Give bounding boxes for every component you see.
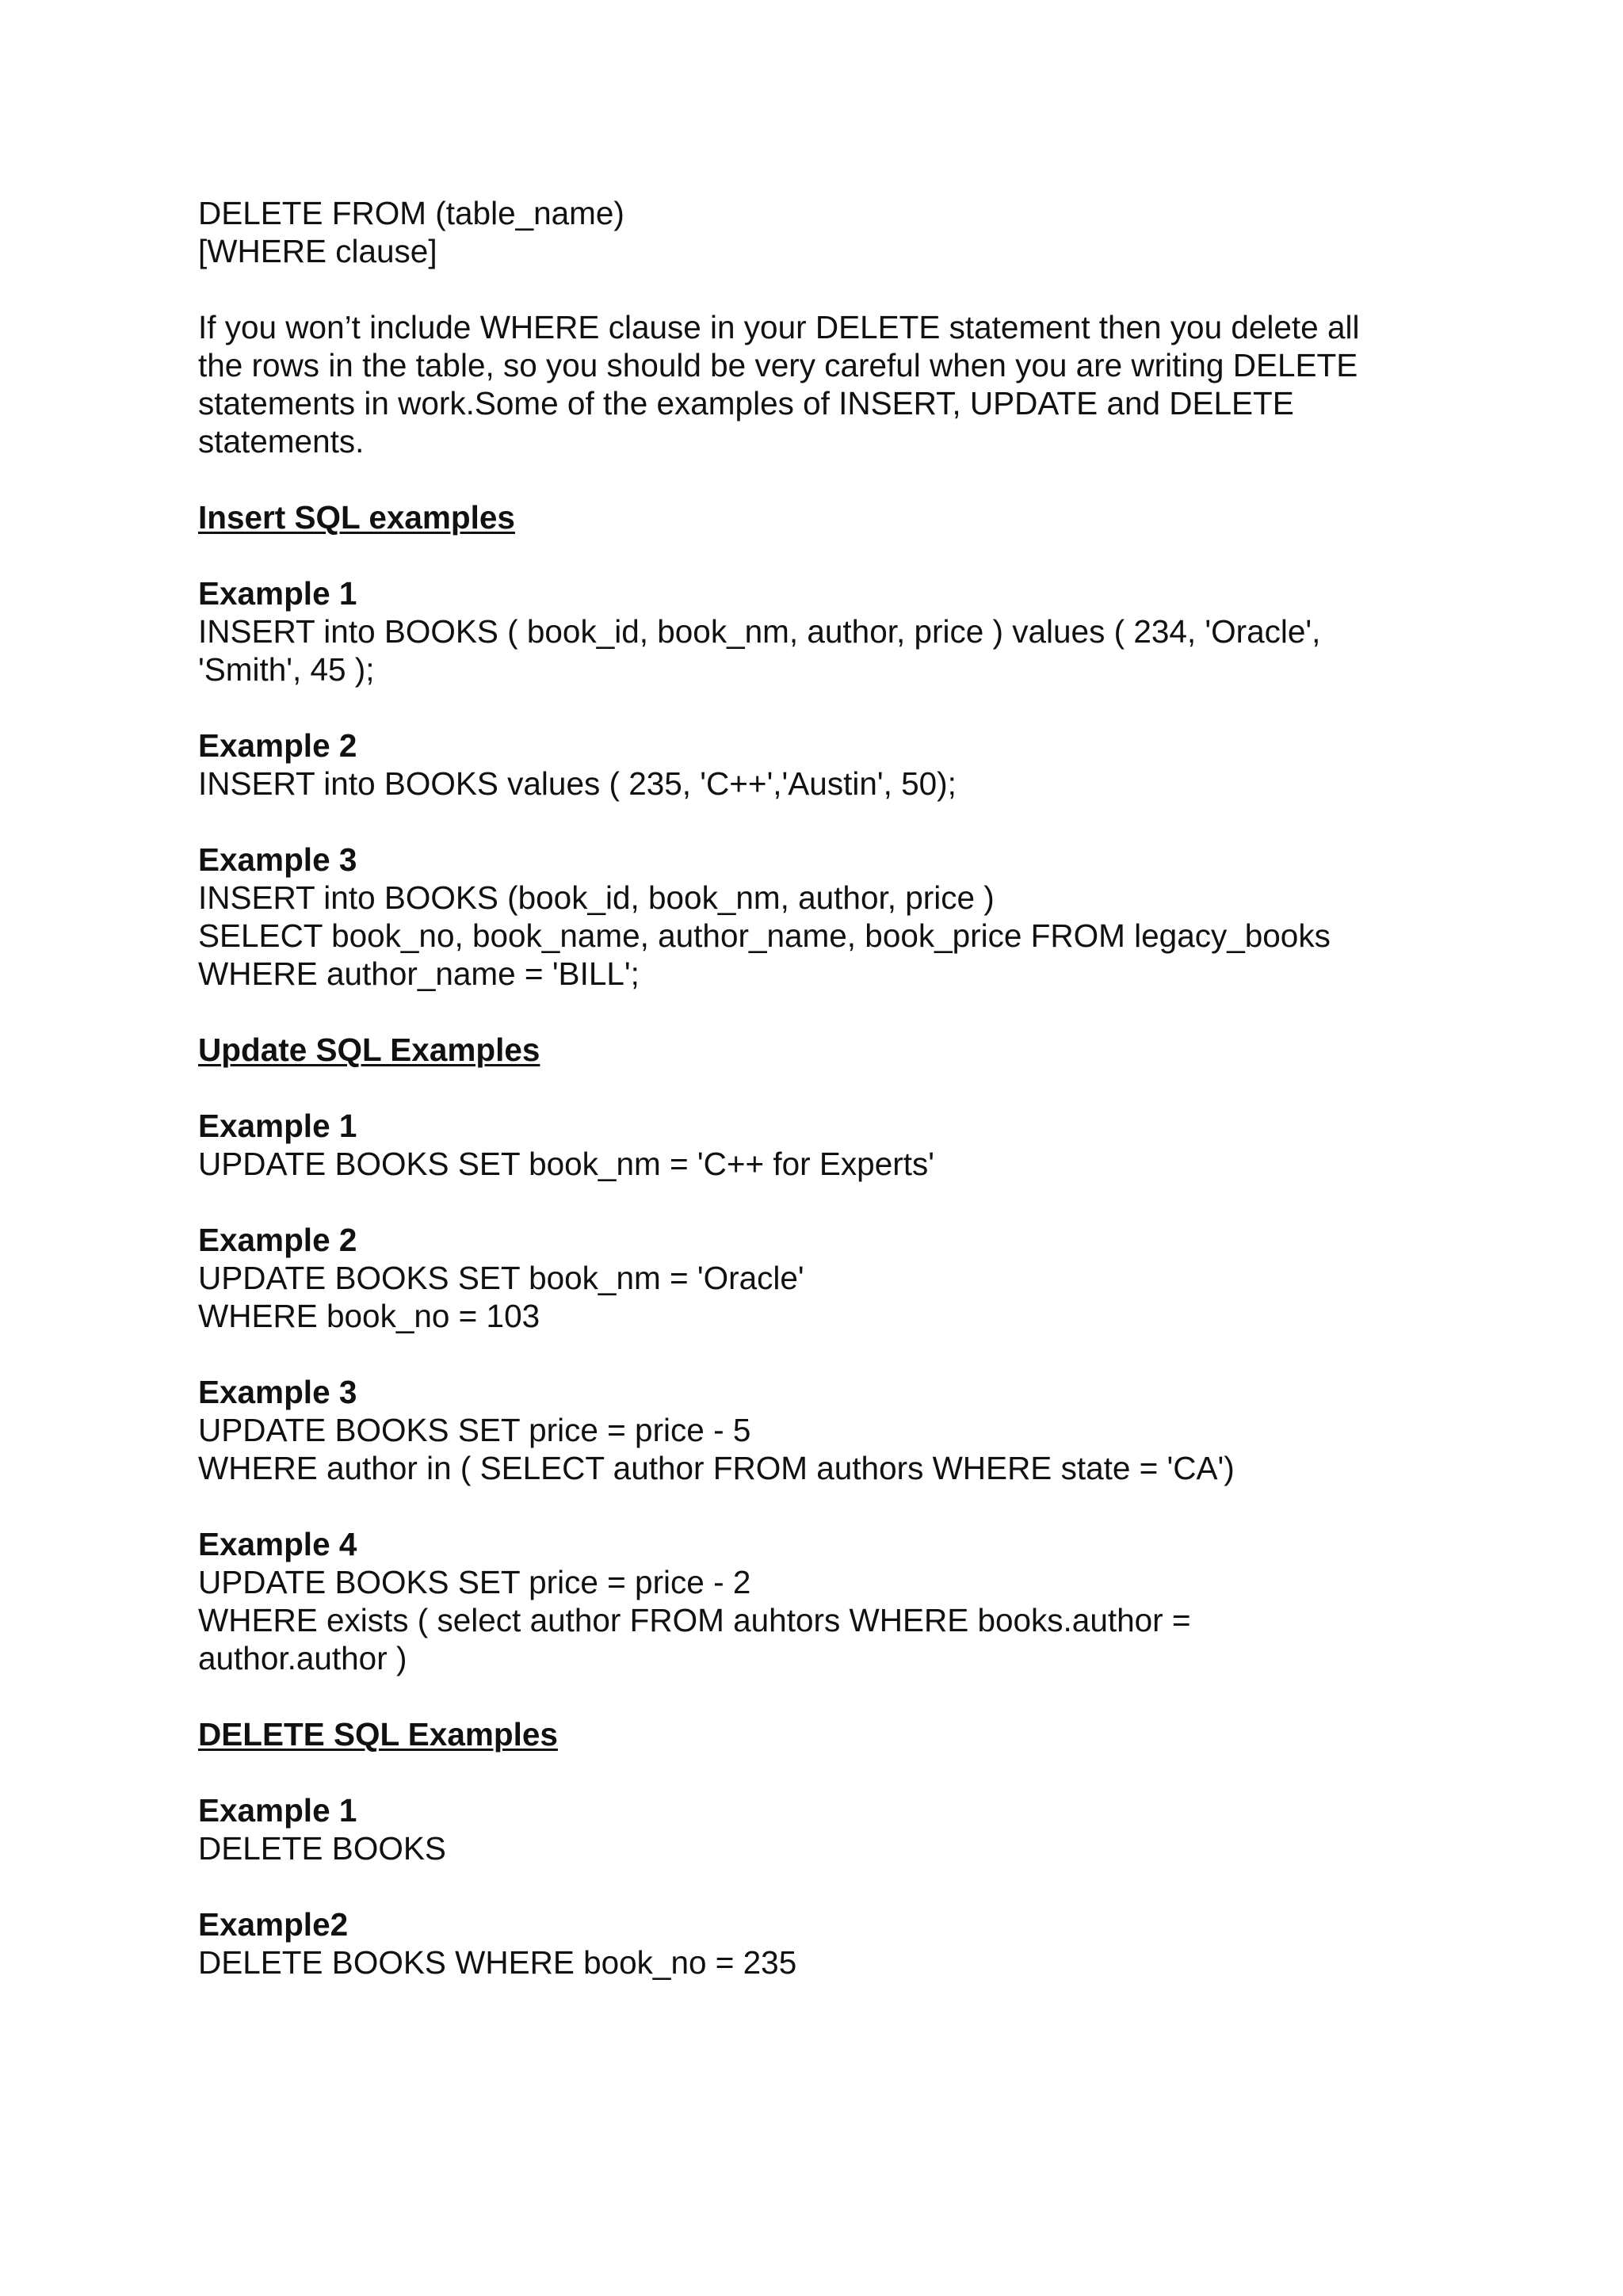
example-label: Example 2 [198, 1222, 357, 1258]
code-line: author.author ) [198, 1640, 407, 1676]
spacer [198, 1677, 1434, 1715]
code-line: WHERE exists ( select author FROM auhtors WHERE books.author = [198, 1602, 1191, 1638]
spacer [198, 1183, 1434, 1221]
code-line: INSERT into BOOKS ( book_id, book_nm, author, price ) values ( 234, 'Oracle', [198, 613, 1321, 650]
code-line: INSERT into BOOKS (book_id, book_nm, author, price ) [198, 879, 995, 916]
paragraph-line: the rows in the table, so you should be very careful when you are writing DELETE [198, 347, 1358, 383]
example-label: Example 2 [198, 727, 357, 764]
example-block [198, 1905, 1434, 1981]
spacer [198, 688, 1434, 727]
delete-section [198, 1715, 1434, 1981]
paragraph-line: If you won’t include WHERE clause in your DELETE statement then you delete all [198, 309, 1360, 345]
section-heading: Update SQL Examples [198, 1032, 540, 1068]
intro-paragraph [198, 308, 1434, 460]
spacer [198, 460, 1434, 498]
section-heading: DELETE SQL Examples [198, 1716, 558, 1753]
example-label: Example 3 [198, 1374, 357, 1410]
spacer [198, 270, 1434, 308]
update-section [198, 1031, 1434, 1677]
code-line: WHERE book_no = 103 [198, 1298, 540, 1334]
code-line: UPDATE BOOKS SET price = price - 2 [198, 1564, 751, 1600]
example-label: Example 3 [198, 841, 357, 878]
code-line: UPDATE BOOKS SET price = price - 5 [198, 1412, 751, 1448]
example-block [198, 1107, 1434, 1183]
spacer [198, 536, 1434, 574]
example-block [198, 574, 1434, 688]
spacer [198, 1335, 1434, 1373]
spacer [198, 1867, 1434, 1905]
spacer [198, 803, 1434, 841]
example-label: Example 1 [198, 1108, 357, 1144]
example-block [198, 727, 1434, 803]
example-block [198, 1791, 1434, 1867]
insert-section [198, 498, 1434, 993]
example-label: Example2 [198, 1906, 349, 1943]
syntax-line: DELETE FROM (table_name) [198, 195, 624, 231]
example-label: Example 1 [198, 575, 357, 612]
example-block [198, 841, 1434, 993]
document-page [198, 194, 1434, 1981]
paragraph-line: statements in work.Some of the examples of INSERT, UPDATE and DELETE [198, 385, 1294, 421]
syntax-line: [WHERE clause] [198, 233, 437, 269]
code-line: UPDATE BOOKS SET book_nm = 'C++ for Experts' [198, 1146, 934, 1182]
code-line: 'Smith', 45 ); [198, 651, 375, 688]
example-label: Example 1 [198, 1792, 357, 1829]
code-line: UPDATE BOOKS SET book_nm = 'Oracle' [198, 1260, 804, 1296]
section-heading: Insert SQL examples [198, 499, 515, 536]
example-label: Example 4 [198, 1526, 357, 1562]
spacer [198, 993, 1434, 1031]
spacer [198, 1069, 1434, 1107]
code-line: WHERE author_name = 'BILL'; [198, 955, 640, 992]
spacer [198, 1487, 1434, 1525]
spacer [198, 1753, 1434, 1791]
code-line: DELETE BOOKS WHERE book_no = 235 [198, 1944, 797, 1981]
code-line: DELETE BOOKS [198, 1830, 446, 1867]
example-block [198, 1221, 1434, 1335]
code-line: INSERT into BOOKS values ( 235, 'C++','Austin', 50); [198, 765, 957, 802]
example-block [198, 1525, 1434, 1677]
example-block [198, 1373, 1434, 1487]
code-line: WHERE author in ( SELECT author FROM authors WHERE state = 'CA') [198, 1450, 1235, 1486]
code-line: SELECT book_no, book_name, author_name, book_price FROM legacy_books [198, 917, 1331, 954]
paragraph-line: statements. [198, 423, 365, 460]
